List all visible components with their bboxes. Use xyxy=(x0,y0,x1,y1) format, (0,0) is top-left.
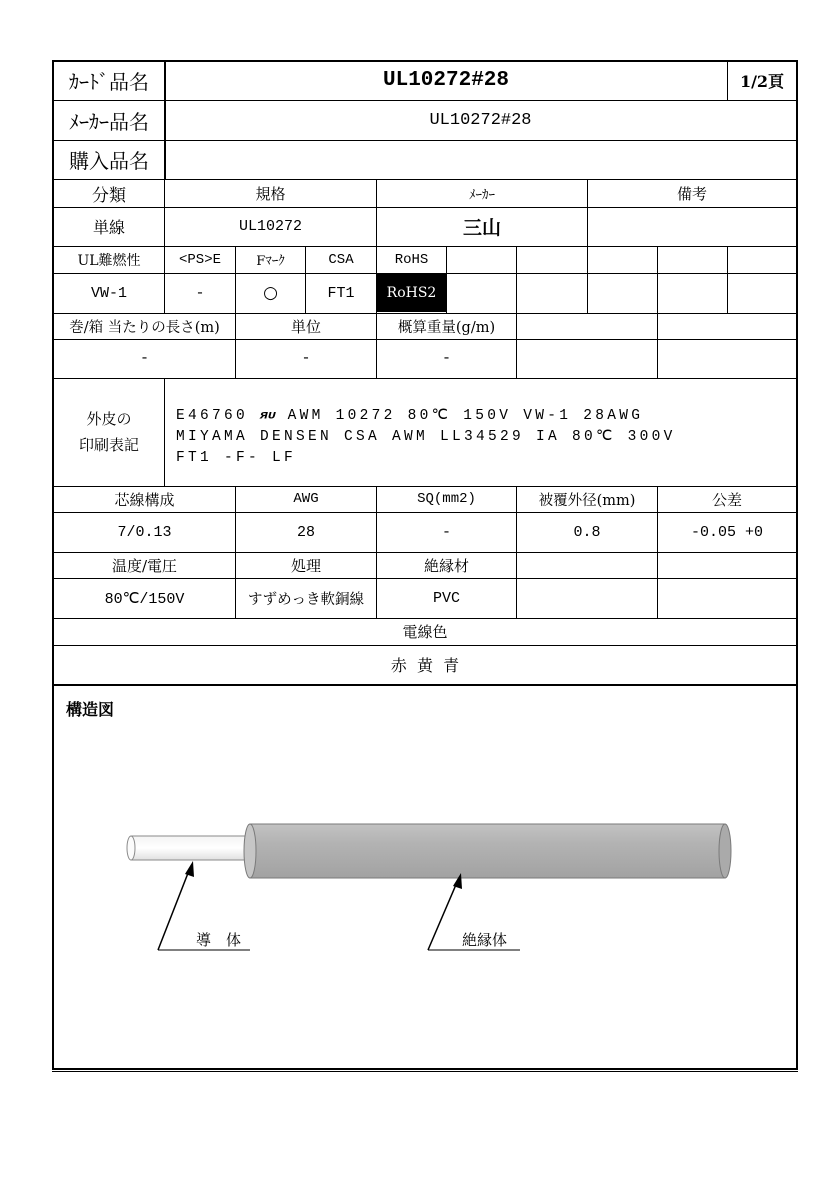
maker-name-value: UL10272#28 xyxy=(429,110,532,130)
wire-color-value: 赤 黄 青 xyxy=(390,656,460,675)
unit-value: - xyxy=(301,350,311,367)
outer-diameter-value: 0.8 xyxy=(573,523,601,541)
treatment-header: 処理 xyxy=(290,556,321,575)
awg-value: 28 xyxy=(296,523,315,541)
strand-config-header: 芯線構成 xyxy=(114,490,175,509)
unit-header: 単位 xyxy=(290,317,321,336)
page-number: 1/2頁 xyxy=(739,71,785,91)
csa-value: FT1 xyxy=(327,284,355,302)
length-per-reel-header: 巻/箱 当たりの長さ(m) xyxy=(69,319,220,336)
tolerance-value: -0.05 +0 xyxy=(690,523,763,541)
treatment-value: すずめっき軟銅線 xyxy=(248,591,364,608)
weight-value: - xyxy=(441,350,451,367)
insulation-shape xyxy=(244,824,731,878)
conductor-shape xyxy=(127,836,249,860)
insulation-value: PVC xyxy=(432,589,460,607)
ul-logo: ЯU xyxy=(260,409,276,422)
outer-diameter-header: 被覆外径(mm) xyxy=(538,492,636,509)
standard-value: UL10272 xyxy=(238,218,302,235)
f-mark-header: Fﾏｰｸ xyxy=(256,254,285,269)
pse-value: - xyxy=(195,284,205,302)
card-name-label: ｶｰﾄﾞ品名 xyxy=(69,69,149,94)
classification-header: 分類 xyxy=(92,185,126,206)
rohs-badge: RoHS2 xyxy=(377,274,446,312)
standard-header: 規格 xyxy=(255,184,286,203)
insulation-label: 絶縁体 xyxy=(462,931,508,949)
jacket-print-label-line1: 外皮の xyxy=(86,410,132,428)
rohs-header: RoHS xyxy=(394,251,429,268)
classification-value: 単線 xyxy=(92,218,125,237)
tolerance-header: 公差 xyxy=(711,490,742,509)
length-per-reel-value: - xyxy=(139,350,149,367)
print-line-3: FT1 -F- LF xyxy=(176,450,297,466)
pse-header: <PS>E xyxy=(178,251,221,268)
purchase-name-label: 購入品名 xyxy=(69,149,149,173)
remarks-header: 備考 xyxy=(676,184,707,203)
f-mark-value: ○ xyxy=(263,283,278,303)
sq-value: - xyxy=(441,523,451,541)
card-name-value: UL10272#28 xyxy=(382,68,510,92)
strand-config-value: 7/0.13 xyxy=(117,523,172,541)
maker-header: ﾒｰｶｰ xyxy=(469,187,495,203)
maker-value: 三山 xyxy=(462,217,501,239)
csa-header: CSA xyxy=(328,251,354,268)
conductor-label: 導 体 xyxy=(196,931,242,949)
awg-header: AWG xyxy=(293,491,319,507)
print-line-1-code: E46760 xyxy=(176,408,249,424)
ul-flame-value: VW-1 xyxy=(90,284,127,302)
weight-header: 概算重量(g/m) xyxy=(397,319,496,336)
print-line-2: MIYAMA DENSEN CSA AWM LL34529 IA 80℃ 300V xyxy=(176,429,676,445)
insulation-header: 絶縁材 xyxy=(423,556,469,575)
wire-color-header: 電線色 xyxy=(402,623,448,641)
sq-header: SQ(mm2) xyxy=(417,491,476,507)
print-line-1-spec: AWM 10272 80℃ 150V VW-1 28AWG xyxy=(287,408,644,424)
structure-diagram-title: 構造図 xyxy=(66,700,115,719)
maker-name-label: ﾒｰｶｰ品名 xyxy=(69,109,149,134)
jacket-print-label-line2: 印刷表記 xyxy=(78,436,139,454)
temp-voltage-header: 温度/電圧 xyxy=(111,556,178,575)
ul-flame-header: UL難燃性 xyxy=(77,252,141,269)
temp-voltage-value: 80℃/150V xyxy=(104,590,185,608)
